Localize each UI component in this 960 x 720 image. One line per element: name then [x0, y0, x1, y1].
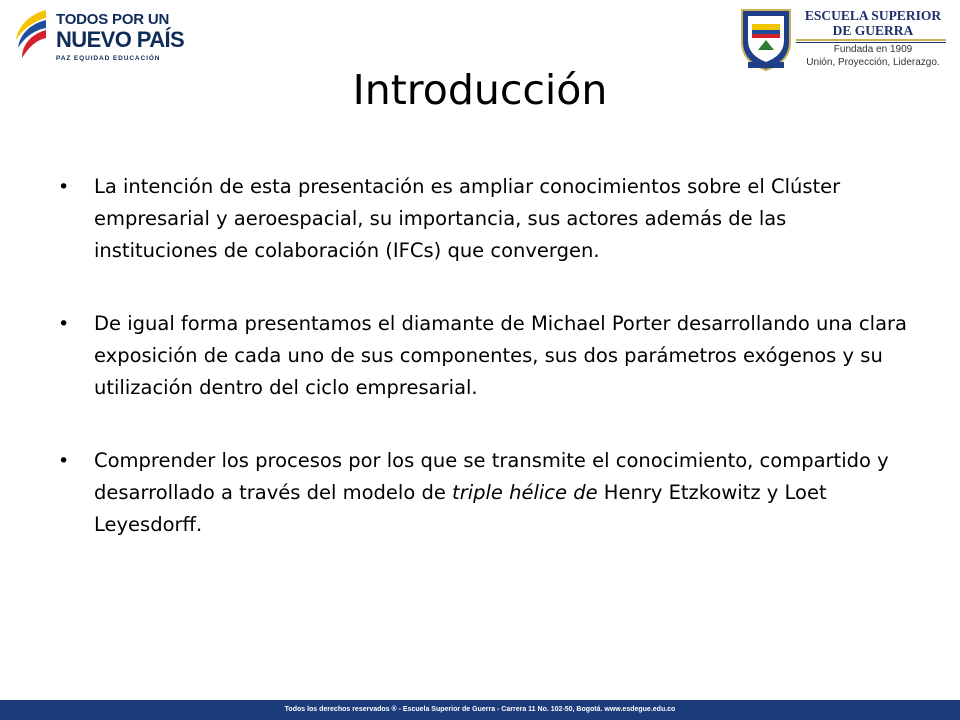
- footer-bar: Todos los derechos reservados ® - Escuela Superior de Guerra - Carrera 11 No. 102-50, Bogotá. www.esdegue.edu.co: [0, 700, 960, 720]
- bullet-text-part: Henry Etzkowitz y Loet Leyesdorff.: [94, 481, 827, 536]
- bullet-text: De igual forma presentamos el diamante de Michael Porter desarrollando una clara exposición de cada uno de sus componentes, sus dos parámetros exógenos y su utilización dentro del ciclo empresarial.: [94, 312, 907, 399]
- bullet-text-italic: triple hélice de: [452, 481, 598, 504]
- logo-right-line1: ESCUELA SUPERIOR: [804, 8, 942, 23]
- logo-left-line2: NUEVO PAÍS: [56, 27, 185, 52]
- bullet-dot-icon: •: [58, 176, 70, 198]
- slide-title: Introducción: [352, 66, 608, 114]
- logo-divider-thin: [796, 42, 946, 43]
- bullet-item: [58, 308, 910, 404]
- bullet-item: [58, 445, 910, 541]
- bullet-item: [58, 171, 910, 267]
- logo-right-founded: Fundada en 1909: [833, 44, 913, 55]
- bullet-dot-icon: •: [58, 313, 70, 335]
- bullet-text-part: Comprender los procesos por los que se transmite el conocimiento, compartido y desarrollado a través del modelo de: [94, 449, 889, 504]
- logo-right-line2: DE GUERRA: [832, 23, 914, 38]
- logo-left-tagline: PAZ EQUIDAD EDUCACIÓN: [56, 55, 161, 62]
- logo-left-line1: TODOS POR UN: [56, 11, 170, 28]
- bullet-list: [58, 171, 910, 582]
- bullet-dot-icon: •: [58, 450, 70, 472]
- logo-right-motto: Unión, Proyección, Liderazgo.: [806, 57, 940, 68]
- logo-divider: [796, 39, 946, 41]
- bullet-text: La intención de esta presentación es ampliar conocimientos sobre el Clúster empresarial y aeroespacial, su importancia, sus actores además de las instituciones de colaboración (IFCs) que convergen.: [94, 175, 841, 262]
